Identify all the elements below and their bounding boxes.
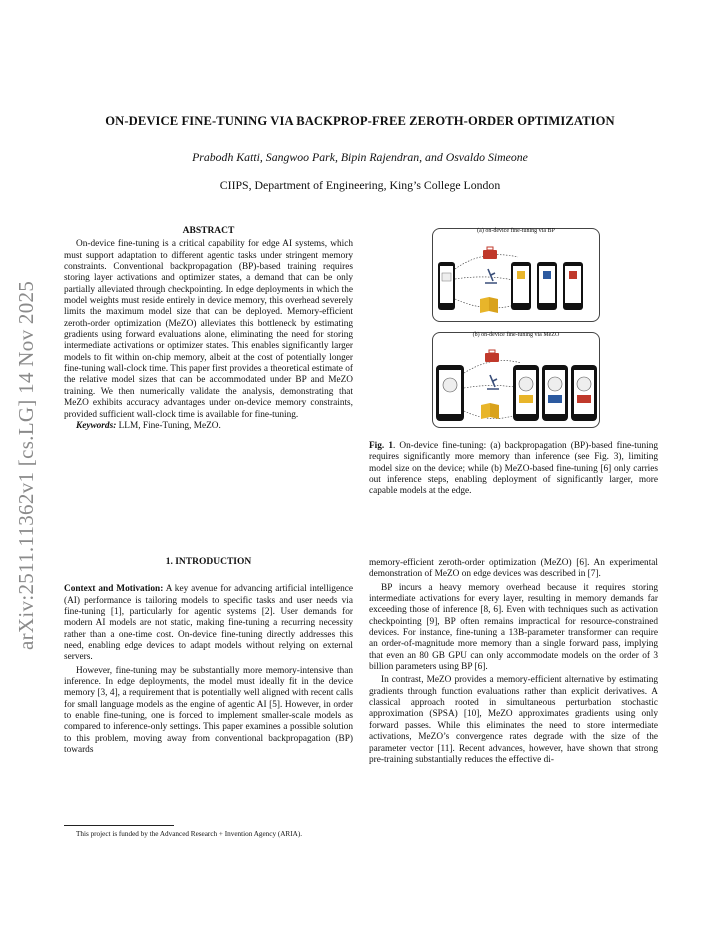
figure-panel-b [432,332,600,428]
keywords-label: Keywords: [76,420,117,431]
paper-affiliation: CIIPS, Department of Engineering, King’s College London [219,178,501,192]
figure-panel-a-label: (a) on-device fine-tuning via BP [477,228,555,234]
figure-panel-a-illustration [433,229,599,321]
figure-panel-b-illustration [433,333,599,427]
figure-caption [369,441,658,498]
figure-caption-label: Fig. 1 [369,441,393,451]
abstract-section [64,226,353,432]
right-paragraph-3: In contrast, MeZO provides a memory-efficient alternative by estimating gradients through function evaluations rather than explicit derivatives. A classical approach rooted in simultaneous perturbation stochastic approximation (SPSA) [10], MeZO approximates gradients using only forward passes. While this eliminates the need to store intermediate activations, MeZO’s convergence rates degrade with the size of the parameter vector [11]. Recent advances, however, have shown that strong pre-training substantially reduces the effective di- [369,675,658,765]
intro-paragraph-1 [64,584,353,663]
right-column-text [369,558,658,766]
arxiv-stamp: arXiv:2511.11362v1 [cs.LG] 14 Nov 2025 [14,280,38,650]
intro-paragraph-2: However, fine-tuning may be substantially more memory-intensive than inference. In edge deployments, the model must ideally fit in the device memory [3, 4], a requirement that is potentially well aligned with recent calls for small language models as the engine of agentic AI [5]. However, in order to enable fine-tuning, one is forced to implement smaller-scale models as compared to inference-only settings. This paper examines a possible solution to this problem, moving away from conventional backpropagation (BP) towards [64,665,353,756]
intro-p1-text: A key avenue for advancing artificial intelligence (AI) performance is tailoring models to specific tasks and user needs via fine-tuning [1], particularly for agentic systems [2]. User demands for modern AI models are not static, making fine-tuning a recurring necessity rather than a one-time cost. On-device fine-tuning directly addresses this need, enabling edge devices to adapt models without relying on external servers. [64,584,353,663]
keywords-text: LLM, Fine-Tuning, MeZO. [116,420,221,431]
footnote [64,830,353,839]
figure-panel-b-label: (b) on-device fine-tuning via MeZO [472,332,560,338]
keywords-line [64,421,353,432]
introduction-section [64,557,353,757]
right-paragraph-2: BP incurs a heavy memory overhead because it requires storing intermediate activations for every layer, resulting in memory demands far exceeding those of inference [8, 6]. Even with techniques such as activation checkpointing [9], BP often remains impractical for resource-constrained devices. For instance, fine-tuning a 13B-parameter transformer can require an order-of-magnitude more memory than a single forward pass, implying that even an 80 GB GPU can only accommodate models on the order of 3 billion parameters using BP [6]. [369,582,658,673]
footnote-text: This project is funded by the Advanced Research + Invention Agency (ARIA). [76,830,303,838]
footnote-rule [64,825,174,826]
intro-lead: Context and Motivation: [64,584,164,595]
introduction-heading: 1. INTRODUCTION [165,557,252,567]
abstract-heading: ABSTRACT [182,226,235,236]
paper-authors: Prabodh Katti, Sangwoo Park, Bipin Rajendran, and Osvaldo Simeone [192,150,528,164]
figure-caption-text: . On-device fine-tuning: (a) backpropagation (BP)-based fine-tuning requires significantly more memory than inference (see Fig. 3), limiting model size on the device; while (b) MeZO-based fine-tuning [6] only carries out inference steps, enabling deployment of significantly larger, more capable models at the edge. [369,441,658,497]
figure-panel-a [432,228,600,322]
paper-title: ON-DEVICE FINE-TUNING VIA BACKPROP-FREE ZEROTH-ORDER OPTIMIZATION [105,114,615,128]
right-paragraph-1: memory-efficient zeroth-order optimization (MeZO) [6]. An experimental demonstration of MeZO on edge devices was described in [7]. [369,558,658,580]
abstract-text: On-device fine-tuning is a critical capability for edge AI systems, which must support adaptation to different agentic tasks under stringent memory constraints. Conventional backpropagation (BP)-based training requires storing layer activations and optimizer states, a demand that can be only partially alleviated through checkpointing. In edge deployments in which the model weights must reside entirely in device memory, this overhead severely limits the maximum model size that can be deployed. Memory-efficient zeroth-order optimization (MeZO) alleviates this bottleneck by estimating gradients using forward evaluations alone, eliminating the need for storing intermediate activations or optimizer states. This enables significantly larger models to fit within on-chip memory, albeit at the cost of potentially longer fine-tuning wall-clock time. This paper first provides a theoretical estimate of the relative model sizes that can be accommodated under BP and MeZO training. We then numerically validate the analysis, demonstrating that MeZO exhibits accuracy advantages under on-device memory constraints, provided sufficient wall-clock time is available for fine-tuning. [64,239,353,420]
